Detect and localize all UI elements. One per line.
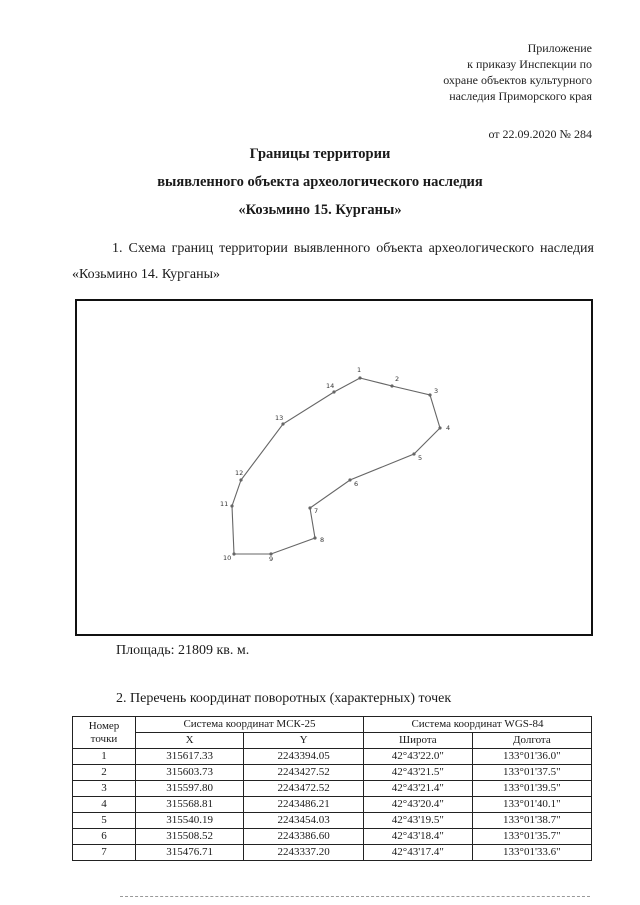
order-date: от 22.09.2020 № 284 — [488, 127, 592, 141]
header-msk25: Система координат МСК-25 — [136, 717, 364, 733]
cell-lon: 133°01'39.5" — [472, 781, 591, 797]
cell-lon: 133°01'36.0" — [472, 749, 591, 765]
header-wgs84: Система координат WGS-84 — [364, 717, 592, 733]
cell-lon: 133°01'35.7" — [472, 829, 591, 845]
boundary-point-label: 13 — [275, 414, 284, 422]
cell-lat: 42°43'21.4" — [364, 781, 473, 797]
cell-lon: 133°01'38.7" — [472, 813, 591, 829]
header-y: Y — [244, 733, 364, 749]
header-longitude: Долгота — [472, 733, 591, 749]
cell-x: 315508.52 — [136, 829, 244, 845]
table-row — [73, 813, 592, 829]
boundary-point-label: 4 — [446, 424, 451, 432]
boundary-point-marker — [348, 478, 351, 481]
cell-y: 2243386.60 — [244, 829, 364, 845]
boundary-point-marker — [358, 376, 361, 379]
boundary-line — [232, 378, 440, 554]
boundary-point-marker — [438, 426, 441, 429]
cell-point: 6 — [73, 829, 136, 845]
cell-x: 315597.80 — [136, 781, 244, 797]
appendix-header — [443, 40, 592, 142]
cell-lat: 42°43'22.0" — [364, 749, 473, 765]
boundary-point-label: 12 — [235, 469, 244, 477]
boundary-point-label: 3 — [434, 387, 439, 395]
cell-y: 2243427.52 — [244, 765, 364, 781]
boundary-point-marker — [239, 478, 242, 481]
boundary-point-label: 8 — [320, 536, 325, 544]
boundary-point-marker — [428, 393, 431, 396]
section-1-heading: 1. Схема границ территории выявленного объекта археологического наследия «Козьмино 14. Курганы» — [72, 241, 594, 282]
boundary-point-marker — [332, 390, 335, 393]
table-header-row — [73, 717, 592, 733]
header-point-line-2: точки — [90, 732, 118, 745]
header-point-line-1: Номер — [88, 719, 120, 732]
cell-lat: 42°43'21.5" — [364, 765, 473, 781]
cell-y: 2243454.03 — [244, 813, 364, 829]
title-line-3: «Козьмино 15. Курганы» — [238, 202, 402, 218]
page-bottom-rule — [120, 896, 590, 897]
cell-point: 2 — [73, 765, 136, 781]
boundary-point-marker — [281, 422, 284, 425]
boundary-point-marker — [232, 552, 235, 555]
cell-y: 2243337.20 — [244, 845, 364, 861]
table-row — [73, 765, 592, 781]
boundary-point-label: 1 — [357, 366, 362, 374]
boundary-point-label: 2 — [395, 375, 400, 383]
cell-point: 4 — [73, 797, 136, 813]
cell-point: 7 — [73, 845, 136, 861]
table-row — [73, 781, 592, 797]
header-point-number — [73, 717, 136, 749]
boundary-point-marker — [390, 384, 393, 387]
cell-x: 315568.81 — [136, 797, 244, 813]
title-line-2: выявленного объекта археологического наследия — [157, 174, 483, 190]
cell-x: 315603.73 — [136, 765, 244, 781]
cell-point: 5 — [73, 813, 136, 829]
boundary-point-label: 7 — [314, 507, 319, 515]
coordinates-table — [72, 716, 592, 861]
title-line-1: Границы территории — [249, 146, 391, 162]
document-title — [0, 140, 640, 224]
table-row — [73, 797, 592, 813]
area-text: Площадь: 21809 кв. м. — [116, 643, 250, 658]
boundary-point-label: 10 — [223, 554, 232, 562]
boundary-polygon-svg — [77, 301, 591, 634]
boundary-point-label: 11 — [220, 500, 229, 508]
boundary-point-marker — [308, 506, 311, 509]
table-row — [73, 829, 592, 845]
boundary-scheme-map — [75, 299, 593, 636]
appendix-line-3: охране объектов культурного — [443, 73, 592, 87]
section-2-heading: 2. Перечень координат поворотных (характерных) точек — [116, 691, 452, 706]
boundary-point-marker — [412, 452, 415, 455]
header-x: X — [136, 733, 244, 749]
cell-point: 1 — [73, 749, 136, 765]
cell-lon: 133°01'37.5" — [472, 765, 591, 781]
cell-lat: 42°43'18.4" — [364, 829, 473, 845]
boundary-point-label: 9 — [269, 555, 274, 563]
cell-x: 315476.71 — [136, 845, 244, 861]
table-subheader-row — [73, 733, 592, 749]
boundary-point-label: 6 — [354, 480, 359, 488]
appendix-line-2: к приказу Инспекции по — [467, 57, 592, 71]
cell-x: 315617.33 — [136, 749, 244, 765]
boundary-points — [220, 366, 450, 563]
header-latitude: Широта — [364, 733, 473, 749]
table-row — [73, 749, 592, 765]
cell-lat: 42°43'20.4" — [364, 797, 473, 813]
cell-y: 2243486.21 — [244, 797, 364, 813]
cell-x: 315540.19 — [136, 813, 244, 829]
boundary-point-marker — [230, 504, 233, 507]
cell-lon: 133°01'40.1" — [472, 797, 591, 813]
cell-y: 2243472.52 — [244, 781, 364, 797]
appendix-line-1: Приложение — [527, 41, 592, 55]
cell-lat: 42°43'17.4" — [364, 845, 473, 861]
boundary-point-marker — [313, 536, 316, 539]
cell-lat: 42°43'19.5" — [364, 813, 473, 829]
cell-point: 3 — [73, 781, 136, 797]
boundary-point-label: 14 — [326, 382, 335, 390]
cell-y: 2243394.05 — [244, 749, 364, 765]
cell-lon: 133°01'33.6" — [472, 845, 591, 861]
table-row — [73, 845, 592, 861]
appendix-line-4: наследия Приморского края — [449, 89, 592, 103]
boundary-point-label: 5 — [418, 454, 423, 462]
